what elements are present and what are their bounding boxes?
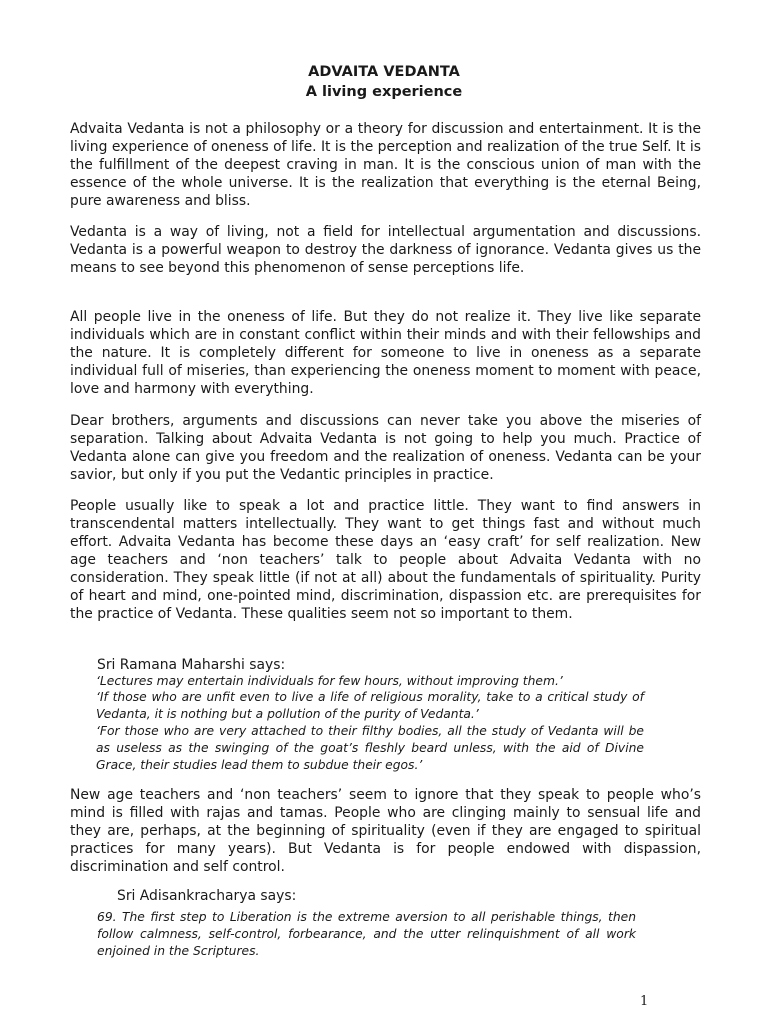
page-number: 1 — [640, 994, 649, 1009]
quote-line-3: ‘For those who are very attached to their filthy bodies, all the study of Vedanta will be as useless as the swinging of the goat’s fleshly beard unless, with the aid of Divine Grace, their studies lead them to subdue their egos.’ — [96, 724, 644, 772]
document-title: ADVAITA VEDANTA — [308, 64, 460, 80]
quote-intro-ramana: Sri Ramana Maharshi says: — [97, 657, 286, 673]
paragraph-4: Dear brothers, arguments and discussions can never take you above the miseries of separation. Talking about Advaita Vedanta is not going to help you much. Practice of Vedanta alone can give you freedom and the realization of oneness. Vedanta can be your savior, but only if you put the Vedantic principles in practice. — [70, 413, 701, 483]
paragraph-1: Advaita Vedanta is not a philosophy or a theory for discussion and entertainment. It is the living experience of oneness of life. It is the perception and realization of the true Self. It is the fulfillment of the deepest craving in man. It is the conscious union of man with the essence of the whole universe. It is the realization that everything is the eternal Being, pure awareness and bliss. — [70, 121, 701, 209]
document-subtitle: A living experience — [305, 84, 463, 100]
quote-intro-adisankaracharya: Sri Adisankracharya says: — [117, 888, 297, 904]
paragraph-2: Vedanta is a way of living, not a field for intellectual argumentation and discussions. Vedanta is a powerful weapon to destroy the darkness of ignorance. Vedanta gives us the means to see beyond this phenomenon of sense perceptions life. — [70, 224, 701, 276]
paragraph-3: All people live in the oneness of life. But they do not realize it. They live like separate individuals which are in constant conflict within their minds and with their fellowships and the nature. It is completely different for someone to live in oneness as a separate individual full of miseries, than experiencing the oneness moment to moment with peace, love and harmony with everything. — [70, 309, 701, 397]
paragraph-6: New age teachers and ‘non teachers’ seem to ignore that they speak to people who’s mind is filled with rajas and tamas. People who are clinging mainly to sensual life and they are, perhaps, at the beginning of spirituality (even if they are engaged to spiritual practices for many years). But Vedanta is for people endowed with dispassion, discrimination and self control. — [70, 787, 701, 875]
quote-line-1: ‘Lectures may entertain individuals for few hours, without improving them.’ — [96, 674, 563, 688]
quote-adisankaracharya-text: 69. The first step to Liberation is the extreme aversion to all perishable things, then follow calmness, self-control, forbearance, and the utter relinquishment of all work enjoined in the Scriptures. — [97, 910, 636, 958]
paragraph-5: People usually like to speak a lot and practice little. They want to find answers in transcendental matters intellectually. They want to get things fast and without much effort. Advaita Vedanta has become these days an ‘easy craft’ for self realization. New age teachers and ‘non teachers’ talk to people about Advaita Vedanta with no consideration. They speak little (if not at all) about the fundamentals of spirituality. Purity of heart and mind, one-pointed mind, discrimination, dispassion etc. are prerequisites for the practice of Vedanta. These qualities seem not so important to them. — [70, 498, 701, 622]
quote-line-2: ‘If those who are unfit even to live a life of religious morality, take to a critical study of Vedanta, it is nothing but a pollution of the purity of Vedanta.’ — [96, 690, 644, 721]
